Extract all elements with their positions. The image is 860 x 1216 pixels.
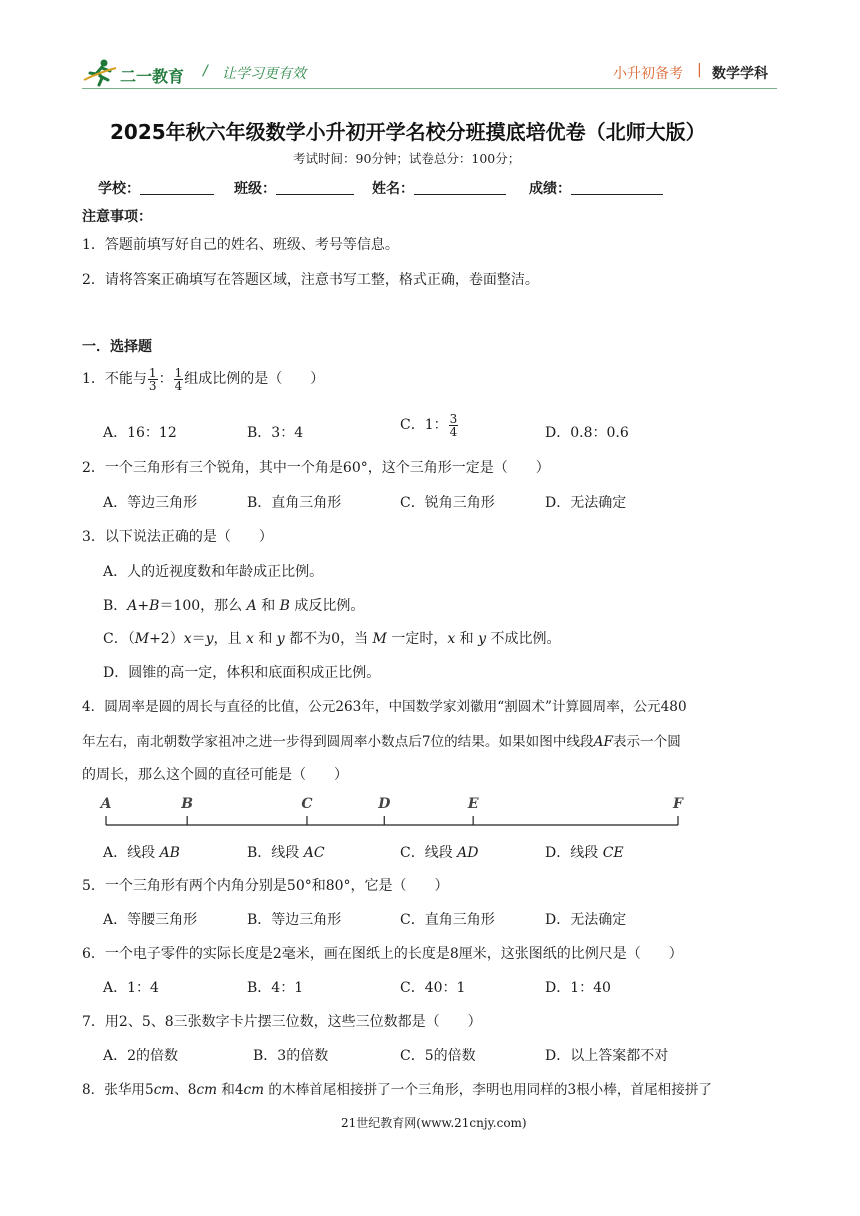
segment-label-f: F [673, 796, 683, 812]
question-6: 6．一个电子零件的实际长度是2毫米，画在图纸上的长度是8厘米，这张图纸的比例尺是（ ） [82, 946, 683, 962]
segment-diagram [98, 792, 698, 832]
logo [82, 58, 190, 88]
notice-1: 1．答题前填写好自己的姓名、班级、考号等信息。 [82, 237, 399, 253]
header-divider: | [697, 62, 702, 78]
header-rule [82, 88, 777, 89]
header-category: 小升初备考 [613, 66, 683, 82]
q1-option-c-den: 4 [449, 424, 458, 439]
section-heading: 一．选择题 [82, 339, 152, 355]
q1-f2-num: 1 [174, 365, 183, 380]
q1-option-d[interactable]: D．0.8：0.6 [545, 425, 629, 441]
field-school [98, 180, 214, 198]
q1-stem-pre: 1．不能与 [82, 371, 147, 387]
q3c-t3: ＝ [191, 631, 206, 647]
runner-logo-icon [82, 58, 118, 88]
q3c-t6: 都不为0，当 [284, 631, 373, 647]
q7-option-c[interactable]: C．5的倍数 [400, 1048, 476, 1064]
q1-f1-den: 3 [148, 378, 157, 393]
q4-opt-d-var: CE [602, 845, 624, 861]
q8-t1: 8．张华用5 [82, 1082, 154, 1098]
q8-unit-2: cm [196, 1082, 217, 1098]
q4-option-b[interactable] [247, 844, 325, 862]
q5-option-b[interactable]: B．等边三角形 [247, 912, 342, 928]
class-blank[interactable] [276, 180, 354, 195]
q3c-v2: x [183, 631, 192, 647]
field-score-label: 成绩： [529, 181, 571, 197]
q8-unit-1: cm [153, 1082, 175, 1098]
q1-f1-num: 1 [148, 365, 157, 380]
q1-option-c[interactable] [400, 410, 459, 440]
q3c-v1: M [134, 631, 150, 647]
field-name [372, 180, 506, 198]
score-blank[interactable] [571, 180, 663, 195]
q1-fraction-2 [174, 367, 184, 392]
page-footer: 21世纪教育网(www.21cnjy.com) [341, 1116, 527, 1130]
q4-option-d[interactable] [545, 844, 624, 862]
q3c-v4: x [245, 631, 254, 647]
q3b-var-a: A [127, 598, 138, 614]
q5-option-c[interactable]: C．直角三角形 [400, 912, 495, 928]
q1-option-c-num: 3 [449, 411, 458, 426]
q3c-t5: 和 [253, 631, 277, 647]
q6-option-a[interactable]: A．1：4 [103, 980, 159, 996]
name-blank[interactable] [414, 180, 506, 195]
field-class [234, 180, 354, 198]
segment-label-b: B [181, 796, 194, 812]
q4-opt-c-text: C．线段 [400, 845, 458, 861]
question-3: 3．以下说法正确的是（ ） [82, 529, 273, 545]
notice-2: 2．请将答案正确填写在答题区域，注意书写工整，格式正确，卷面整洁。 [82, 272, 539, 288]
q3b-t1: B． [103, 598, 128, 614]
q8-t3: 和4 [216, 1082, 244, 1098]
question-2: 2．一个三角形有三个锐角，其中一个角是60°，这个三角形一定是（ ） [82, 460, 550, 476]
q4-opt-d-text: D．线段 [545, 845, 603, 861]
q4-option-c[interactable] [400, 844, 479, 862]
q3c-t1: C．（ [103, 631, 135, 647]
q3c-v3: y [205, 631, 214, 647]
slogan: 让学习更有效 [222, 66, 306, 82]
q4-opt-b-var: AC [303, 845, 325, 861]
q3c-t2: +2） [149, 631, 184, 647]
question-5: 5．一个三角形有两个内角分别是50°和80°，它是（ ） [82, 878, 449, 894]
q1-option-b[interactable]: B．3：4 [247, 425, 304, 441]
q2-option-d[interactable]: D．无法确定 [545, 495, 627, 511]
q3b-var-b2: B [279, 598, 290, 614]
q1-fraction-1 [148, 367, 158, 392]
q1-option-c-fraction [449, 413, 459, 438]
q2-option-b[interactable]: B．直角三角形 [247, 495, 342, 511]
question-7: 7．用2、5、8三张数字卡片摆三位数，这些三位数都是（ ） [82, 1014, 482, 1030]
q4-opt-a-text: A．线段 [103, 845, 160, 861]
segment-label-a: A [100, 796, 112, 812]
slogan-separator: / [203, 63, 208, 79]
field-class-label: 班级： [234, 181, 276, 197]
question-8 [82, 1081, 712, 1099]
question-4-line-1: 4．圆周率是圆的周长与直径的比值，公元263年，中国数学家刘徽用“割圆术”计算圆周率，公元480 [82, 699, 687, 715]
q3b-var-a2: A [246, 598, 257, 614]
q3c-t4: ，且 [213, 631, 246, 647]
q3-option-a[interactable]: A．人的近视度数和年龄成正比例。 [103, 564, 324, 580]
segment-label-c: C [301, 796, 313, 812]
question-1 [82, 364, 324, 394]
logo-text: 二一教育 [120, 67, 185, 86]
q4-line2-post: 表示一个圆 [612, 734, 681, 750]
q3c-t8: 和 [455, 631, 479, 647]
field-name-label: 姓名： [372, 181, 414, 197]
q6-option-b[interactable]: B．4：1 [247, 980, 304, 996]
q3c-t9: 不成比例。 [486, 631, 561, 647]
q5-option-d[interactable]: D．无法确定 [545, 912, 627, 928]
field-school-label: 学校： [98, 181, 140, 197]
q1-stem-post: 组成比例的是（ ） [184, 371, 325, 387]
q3c-v8: y [478, 631, 487, 647]
q8-unit-3: cm [243, 1082, 265, 1098]
q1-option-a[interactable]: A．16：12 [103, 425, 177, 441]
q7-option-d[interactable]: D．以上答案都不对 [545, 1048, 669, 1064]
q4-opt-b-text: B．线段 [247, 845, 304, 861]
q3c-v7: x [447, 631, 456, 647]
q4-opt-c-var: AD [457, 845, 479, 861]
q1-colon: ： [158, 371, 173, 387]
q4-opt-a-var: AB [159, 845, 180, 861]
q4-line2-var: AF [593, 734, 613, 750]
question-4-line-2 [82, 733, 681, 751]
q4-line2-text: 年左右，南北朝数学家祖冲之进一步得到圆周率小数点后7位的结果。如果如图中线段 [82, 734, 594, 750]
q7-option-b[interactable]: B．3的倍数 [253, 1048, 329, 1064]
q3c-t7: 一定时， [386, 631, 448, 647]
school-blank[interactable] [140, 180, 214, 195]
q2-option-c[interactable]: C．锐角三角形 [400, 495, 495, 511]
exam-info: 考试时间：90分钟；试卷总分：100分； [293, 151, 521, 166]
q3b-var-b: B [149, 598, 160, 614]
q6-option-c[interactable]: C．40：1 [400, 980, 466, 996]
field-score [529, 180, 663, 198]
q8-t2: 、8 [174, 1082, 197, 1098]
q1-option-c-text: C．1： [400, 417, 448, 433]
page-title: 2025年秋六年级数学小升初开学名校分班摸底培优卷（北师大版） [110, 120, 706, 144]
q1-f2-den: 4 [174, 378, 183, 393]
q3-option-c[interactable] [103, 630, 561, 648]
q5-option-a[interactable]: A．等腰三角形 [103, 912, 198, 928]
q3b-t3: ＝100，那么 [159, 598, 247, 614]
q3b-t5: 成反比例。 [289, 598, 365, 614]
q3c-v5: y [276, 631, 285, 647]
q2-option-a[interactable]: A．等边三角形 [103, 495, 198, 511]
q8-t4: 的木棒首尾相接拼了一个三角形，李明也用同样的3根小棒，首尾相接拼了 [264, 1082, 713, 1098]
q7-option-a[interactable]: A．2的倍数 [103, 1048, 179, 1064]
q3-option-d[interactable]: D．圆锥的高一定，体积和底面积成正比例。 [103, 665, 381, 681]
segment-label-e: E [467, 796, 479, 812]
q3b-t4: 和 [256, 598, 280, 614]
notice-heading: 注意事项： [82, 209, 152, 225]
q4-option-a[interactable] [103, 844, 180, 862]
segment-label-d: D [378, 796, 391, 812]
q6-option-d[interactable]: D．1：40 [545, 980, 611, 996]
q3-option-b[interactable] [103, 597, 364, 615]
question-4-line-3: 的周长，那么这个圆的直径可能是（ ） [82, 767, 348, 783]
q3b-t2: + [137, 598, 150, 614]
header-subject: 数学学科 [712, 66, 768, 82]
q3c-v6: M [372, 631, 387, 647]
